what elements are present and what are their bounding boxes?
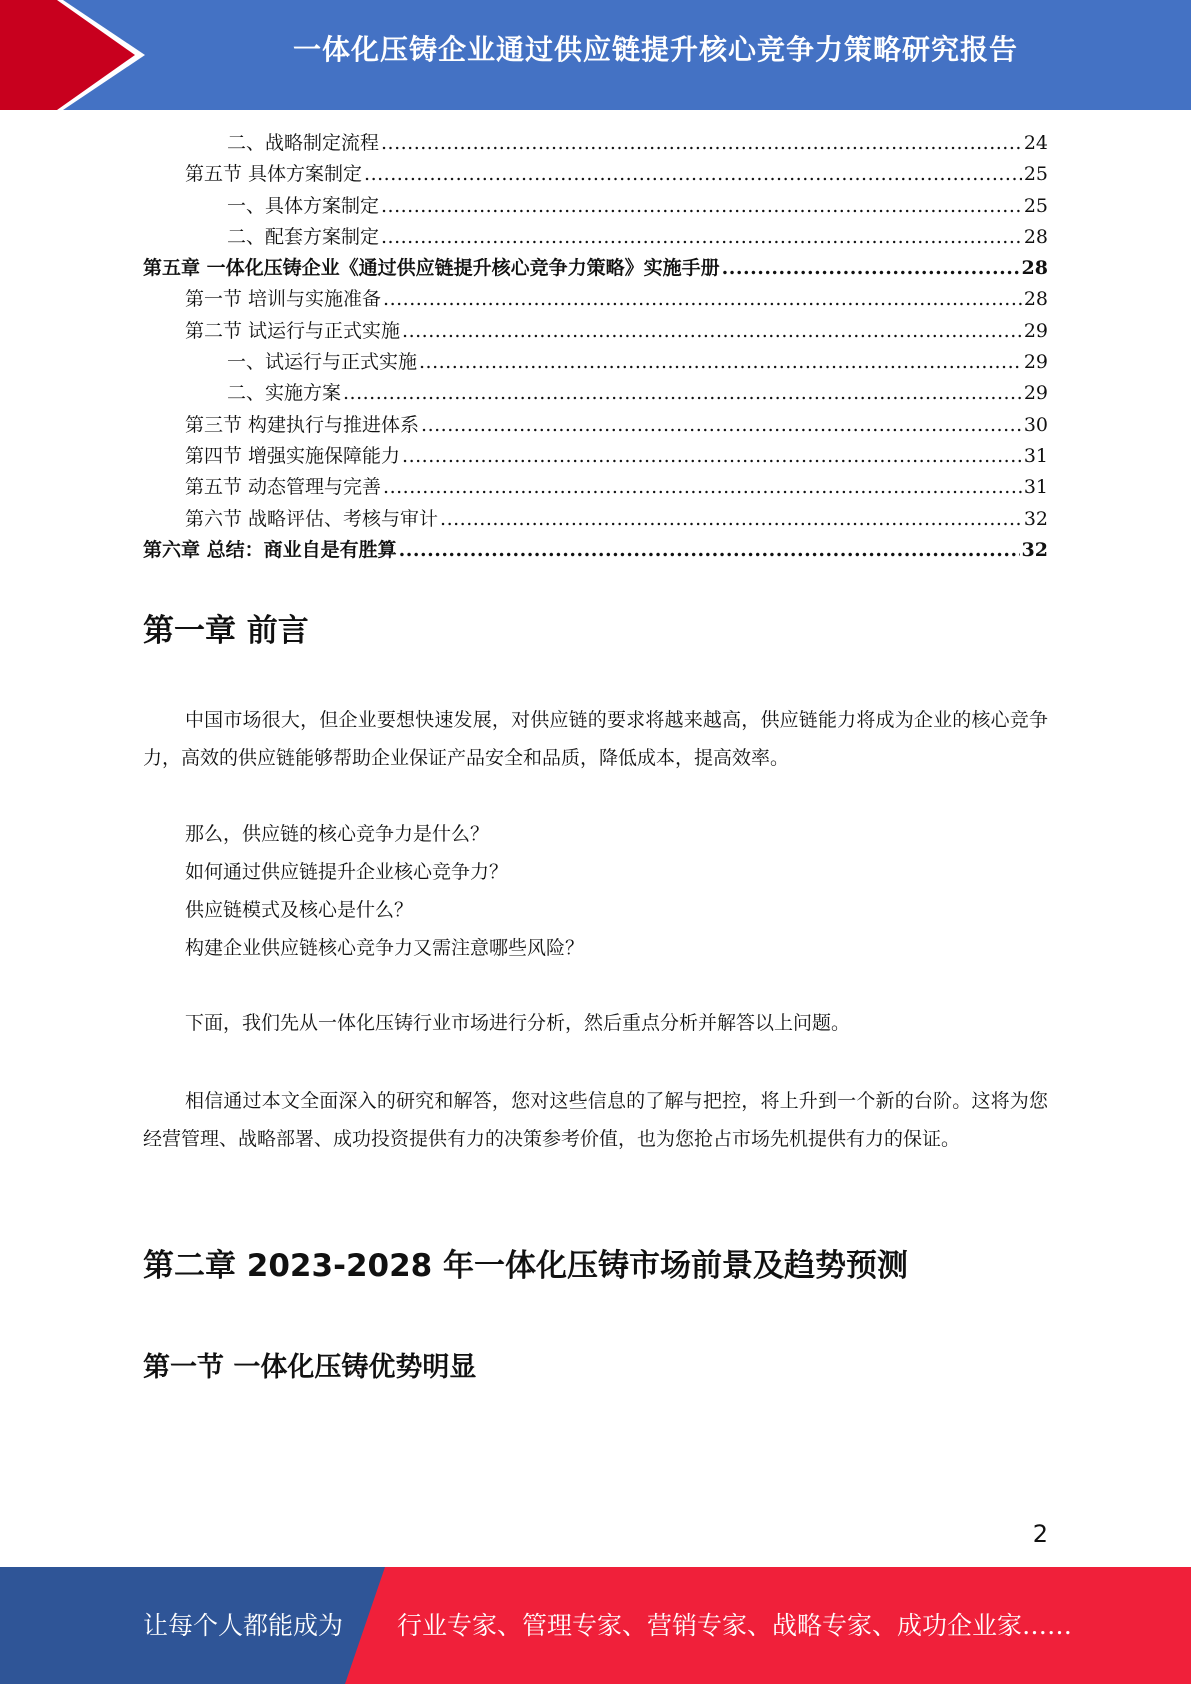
toc-entry[interactable] bbox=[143, 347, 1048, 378]
question-item: 构建企业供应链核心竞争力又需注意哪些风险？ bbox=[185, 937, 585, 959]
footer-slogan-left: 让每个人都能成为 bbox=[143, 1611, 344, 1640]
toc-entry-page: 32 bbox=[1023, 507, 1048, 530]
toc-entry[interactable] bbox=[143, 191, 1048, 222]
toc-dot-leader bbox=[364, 163, 1022, 185]
toc-entry-page: 25 bbox=[1023, 194, 1048, 217]
question-item: 供应链模式及核心是什么？ bbox=[185, 899, 414, 921]
toc-entry-page: 28 bbox=[1023, 225, 1048, 248]
toc-dot-leader bbox=[419, 351, 1022, 373]
toc-dot-leader bbox=[440, 508, 1022, 530]
toc-entry-page: 28 bbox=[1021, 257, 1048, 280]
page-header bbox=[0, 0, 1191, 110]
toc-dot-leader bbox=[343, 382, 1022, 404]
toc-entry[interactable] bbox=[143, 441, 1048, 472]
toc-entry-page: 32 bbox=[1021, 538, 1048, 561]
toc-entry-page: 28 bbox=[1023, 288, 1048, 311]
toc-entry-page: 29 bbox=[1023, 382, 1048, 405]
toc-dot-leader bbox=[722, 257, 1020, 279]
toc-entry[interactable] bbox=[143, 535, 1048, 566]
toc-entry-label: 第五节 动态管理与完善 bbox=[185, 476, 382, 499]
chapter2-section1-title: 第一节 一体化压铸优势明显 bbox=[143, 1352, 477, 1383]
question-list bbox=[185, 815, 1045, 967]
toc-entry[interactable] bbox=[143, 159, 1048, 190]
chapter1-intro-paragraph: 中国市场很大，但企业要想快速发展，对供应链的要求将越来越高，供应链能力将成为企业的核心竞争力，高效的供应链能够帮助企业保证产品安全和品质，降低成本，提高效率。 bbox=[143, 709, 1048, 769]
toc-entry-page: 29 bbox=[1023, 319, 1048, 342]
page-number: 2 bbox=[1032, 1520, 1048, 1548]
toc-dot-leader bbox=[383, 288, 1022, 310]
toc-entry[interactable] bbox=[143, 378, 1048, 409]
chapter2-title: 第二章 2023-2028 年一体化压铸市场前景及趋势预测 bbox=[143, 1248, 909, 1284]
toc-dot-leader bbox=[402, 320, 1022, 342]
toc-entry-page: 31 bbox=[1023, 444, 1048, 467]
toc-entry[interactable] bbox=[143, 222, 1048, 253]
header-title: 一体化压铸企业通过供应链提升核心竞争力策略研究报告 bbox=[292, 33, 1018, 66]
toc-entry-label: 第三节 构建执行与推进体系 bbox=[185, 413, 420, 436]
toc-entry-label: 第六节 战略评估、考核与审计 bbox=[185, 507, 439, 530]
toc-dot-leader bbox=[381, 132, 1022, 154]
toc-entry-label: 第二节 试运行与正式实施 bbox=[185, 319, 401, 342]
toc-dot-leader bbox=[402, 445, 1022, 467]
toc-entry[interactable] bbox=[143, 504, 1048, 535]
toc-dot-leader bbox=[383, 476, 1022, 498]
toc-entry-label: 一、试运行与正式实施 bbox=[227, 351, 418, 374]
toc-entry-label: 第五章 一体化压铸企业《通过供应链提升核心竞争力策略》实施手册 bbox=[143, 257, 720, 280]
toc-entry-label: 一、具体方案制定 bbox=[227, 194, 380, 217]
toc-entry-label: 二、实施方案 bbox=[227, 382, 342, 405]
toc-dot-leader bbox=[381, 195, 1022, 217]
question-item: 如何通过供应链提升企业核心竞争力？ bbox=[185, 861, 509, 883]
toc-entry-page: 30 bbox=[1023, 413, 1048, 436]
page-footer bbox=[0, 1567, 1191, 1684]
footer-slogan-right: 行业专家、管理专家、营销专家、战略专家、成功企业家…… bbox=[397, 1611, 1073, 1640]
toc-dot-leader bbox=[421, 414, 1022, 436]
toc-entry-label: 第一节 培训与实施准备 bbox=[185, 288, 382, 311]
toc-entry[interactable] bbox=[143, 410, 1048, 441]
chapter1-title: 第一章 前言 bbox=[143, 613, 309, 649]
toc-entry-page: 29 bbox=[1023, 351, 1048, 374]
toc-entry[interactable] bbox=[143, 316, 1048, 347]
header-arrow-decoration bbox=[0, 0, 150, 110]
chapter1-transition-paragraph: 下面，我们先从一体化压铸行业市场进行分析，然后重点分析并解答以上问题。 bbox=[185, 1012, 851, 1034]
toc-entry-label: 第六章 总结：商业自是有胜算 bbox=[143, 538, 397, 561]
toc-entry-page: 25 bbox=[1023, 163, 1048, 186]
toc-entry[interactable] bbox=[143, 128, 1048, 159]
toc-entry-label: 第四节 增强实施保障能力 bbox=[185, 444, 401, 467]
toc-entry[interactable] bbox=[143, 284, 1048, 315]
toc-entry-label: 第五节 具体方案制定 bbox=[185, 163, 363, 186]
chapter1-closing-paragraph: 相信通过本文全面深入的研究和解答，您对这些信息的了解与把控，将上升到一个新的台阶。这将为您经营管理、战略部署、成功投资提供有力的决策参考价值，也为您抢占市场先机提供有力的保证。 bbox=[143, 1090, 1048, 1150]
toc-dot-leader bbox=[399, 539, 1020, 561]
toc-dot-leader bbox=[381, 226, 1022, 248]
toc-entry[interactable] bbox=[143, 472, 1048, 503]
toc-entry[interactable] bbox=[143, 253, 1048, 284]
table-of-contents bbox=[143, 128, 1048, 566]
question-item: 那么，供应链的核心竞争力是什么？ bbox=[185, 823, 490, 845]
toc-entry-label: 二、战略制定流程 bbox=[227, 132, 380, 154]
toc-entry-label: 二、配套方案制定 bbox=[227, 225, 380, 248]
toc-entry-page: 31 bbox=[1023, 476, 1048, 499]
toc-entry-page: 24 bbox=[1023, 132, 1048, 154]
